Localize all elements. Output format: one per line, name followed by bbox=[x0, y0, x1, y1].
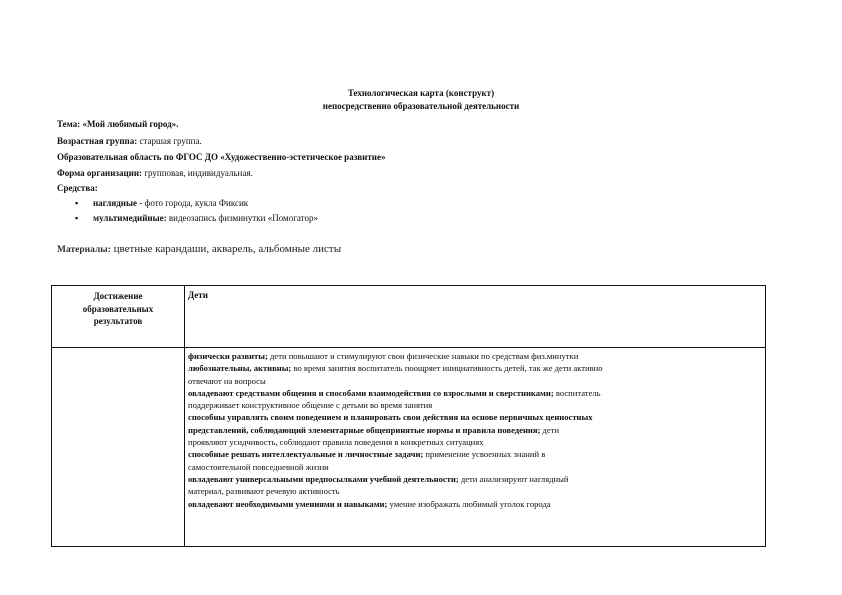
header-line: результатов bbox=[93, 316, 143, 326]
table-row bbox=[188, 399, 762, 411]
table-row bbox=[188, 461, 762, 473]
table-row bbox=[188, 411, 762, 423]
title-line-1: Технологическая карта (конструкт) bbox=[347, 88, 495, 98]
row-text: умение изображать любимый уголок города bbox=[387, 498, 551, 509]
materials-label: Материалы: bbox=[57, 245, 111, 255]
row-text: во время занятия воспитатель поощряет инициативность детей, так же дети активно bbox=[291, 363, 603, 374]
row-bold-text: овладевают необходимыми умениями и навыками; bbox=[188, 498, 388, 509]
table-row bbox=[188, 387, 762, 399]
results-table bbox=[51, 285, 766, 547]
age-group-value: старшая группа. bbox=[139, 136, 202, 146]
row-text: дети bbox=[540, 424, 560, 435]
topic-label: Тема: bbox=[57, 119, 81, 129]
means-item-value: фото города, кукла Фиксик bbox=[142, 198, 249, 208]
table-results-cell bbox=[188, 350, 762, 510]
educational-area-line bbox=[57, 152, 385, 163]
table-row bbox=[188, 375, 762, 387]
organization-form-line bbox=[57, 168, 253, 179]
age-group-line bbox=[57, 136, 202, 147]
table-row bbox=[188, 350, 762, 362]
row-text: проявляют усидчивость, соблюдают правила поведения в конкретных ситуациях bbox=[188, 437, 484, 448]
means-label: Средства: bbox=[57, 183, 98, 193]
title-line-2: непосредственно образовательной деятельности bbox=[322, 101, 520, 111]
row-bold-text: овладевают универсальными предпосылками учебной деятельности; bbox=[188, 473, 459, 484]
bullet-icon: ▪ bbox=[75, 198, 79, 208]
means-item-label: наглядные - bbox=[93, 198, 143, 208]
educational-area-label: Образовательная область по ФГОС ДО «Художественно-эстетическое развитие» bbox=[57, 152, 386, 162]
means-item-label: мультимедийные: bbox=[93, 213, 167, 223]
row-text: поддерживает конструктивное общение с детьми во время занятия bbox=[188, 400, 433, 411]
means-item bbox=[75, 198, 248, 209]
topic-line bbox=[57, 119, 178, 130]
table-row bbox=[188, 424, 762, 436]
age-group-label: Возрастная группа: bbox=[57, 136, 138, 146]
row-bold-text: любознательны, активны; bbox=[188, 363, 292, 374]
means-item-value: видеозапись физминутки «Помогатор» bbox=[166, 213, 318, 223]
header-line: образовательных bbox=[82, 303, 154, 314]
row-bold-text: физически развиты; bbox=[188, 351, 268, 361]
organization-form-label: Форма организации: bbox=[57, 168, 143, 178]
means-line bbox=[57, 183, 98, 194]
table-row bbox=[188, 448, 762, 460]
row-text: воспитатель bbox=[553, 387, 601, 398]
organization-form-value: групповая, индивидуальная. bbox=[144, 168, 253, 178]
table-row-divider bbox=[52, 347, 765, 348]
table-row bbox=[188, 362, 762, 374]
means-item bbox=[75, 213, 318, 224]
materials-line bbox=[57, 242, 341, 257]
row-bold-text: представлений, соблюдающий элементарные общепринятые нормы и правила поведения; bbox=[188, 424, 541, 435]
topic-value: «Мой любимый город». bbox=[82, 119, 179, 129]
table-row bbox=[188, 473, 762, 485]
row-text: материал, развивают речевую активность bbox=[188, 486, 340, 497]
row-bold-text: способны управлять своим поведением и планировать свои действия на основе первичных ценностных bbox=[188, 412, 593, 423]
header-line: Достижение bbox=[93, 291, 143, 301]
table-header-children: Дети bbox=[188, 290, 208, 300]
materials-value: цветные карандаши, акварель, альбомные листы bbox=[110, 243, 342, 255]
row-text: самостоятельной повседневной жизни bbox=[188, 461, 329, 472]
table-row bbox=[188, 485, 762, 497]
table-row bbox=[188, 498, 762, 510]
row-text: дети анализируют наглядный bbox=[458, 473, 569, 484]
row-bold-text: овладевают средствами общения и способами взаимодействия со взрослыми и сверстниками; bbox=[188, 387, 554, 398]
bullet-icon: ▪ bbox=[75, 213, 79, 223]
table-row bbox=[188, 436, 762, 448]
row-bold-text: способные решать интеллектуальные и личностные задачи; bbox=[188, 449, 424, 460]
row-text: дети повышают и стимулируют свои физические навыки по средствам физ.минутки bbox=[267, 351, 579, 361]
table-header-results bbox=[52, 290, 184, 328]
row-text: применение усвоенных знаний в bbox=[423, 449, 546, 460]
row-text: отвечают на вопросы bbox=[188, 375, 266, 386]
table-column-divider bbox=[184, 286, 185, 546]
